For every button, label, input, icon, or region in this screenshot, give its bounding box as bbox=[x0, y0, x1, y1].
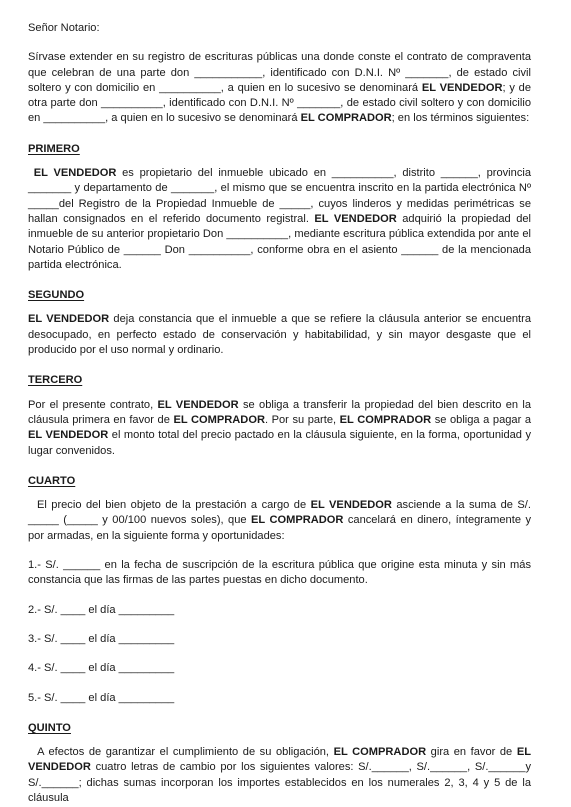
cuarto-text-1: El precio del bien objeto de la prestación a cargo de bbox=[36, 499, 311, 512]
party-seller-label: EL VENDEDOR bbox=[421, 81, 503, 94]
party-buyer-label: EL COMPRADOR bbox=[251, 514, 344, 527]
party-buyer-label: EL COMPRADOR bbox=[300, 112, 392, 125]
clause-quinto-text bbox=[28, 745, 531, 806]
party-seller-label: EL VENDEDOR bbox=[28, 746, 531, 774]
clause-heading-cuarto: CUARTO bbox=[28, 474, 76, 487]
salutation: Señor Notario: bbox=[28, 22, 100, 34]
clause-heading-tercero: TERCERO bbox=[28, 374, 83, 387]
primero-text-1: es propietario del inmueble ubicado en __________, distrito ______, provincia _______ y departamento de _______, el mismo que se encuentra inscrito en la partida electrónica Nº _____del Registro de la Propiedad Inmueble de _____, cuyos linderos y medidas perimétricas se hallan consignados en el referido documento registral. bbox=[28, 167, 532, 225]
clause-primero-text bbox=[28, 166, 531, 273]
clause-segundo-text bbox=[28, 312, 531, 358]
payment-item-3: 3.- S/. ____ el día _________ bbox=[28, 632, 175, 645]
clause-heading-quinto: QUINTO bbox=[28, 721, 71, 734]
primero-text-2: adquirió la propiedad del inmueble de su anterior propietario Don __________, mediante escritura pública extendida por ante el Notario Público de ______ Don __________, conforme obra en el asiento ______ de la mencionada partida electrónica. bbox=[28, 212, 532, 271]
tercero-text-5: el monto total del precio pactado en la cláusula siguiente, en la forma, oportunidad y lugar convenidos. bbox=[28, 429, 531, 457]
clause-heading-segundo: SEGUNDO bbox=[28, 289, 85, 302]
tercero-text-2: se obliga a transferir la propiedad del bien descrito en la cláusula primera en favor de bbox=[28, 398, 531, 426]
quinto-text-3: cuatro letras de cambio por los siguientes valores: S/.______, S/.______, S/.______y S/.______; dichas sumas incorporan los importes establecidos en los numerales 2, 3, 4 y 5 de la cláusula bbox=[28, 761, 531, 804]
clause-cuarto-text bbox=[28, 498, 531, 544]
payment-item-2: 2.- S/. ____ el día _________ bbox=[28, 603, 175, 616]
intro-text-2: ; y de otra parte don __________, identificado con D.N.I. Nº _______, de estado civil soltero y con domicilio en __________, a quien en lo sucesivo se denominará bbox=[28, 81, 531, 125]
quinto-text-2: gira en favor de bbox=[426, 746, 517, 759]
tercero-text-3: . Por su parte, bbox=[264, 413, 340, 426]
party-seller-label: EL VENDEDOR bbox=[310, 499, 392, 512]
segundo-text-1: deja constancia que el inmueble a que se refiere la cláusula anterior se encuentra desocupado, en perfecto estado de conservación y habitabilidad, y sin mayor desgaste que el producido por el uso normal y ordinario. bbox=[28, 313, 531, 357]
payment-item-5: 5.- S/. ____ el día _________ bbox=[28, 691, 175, 704]
party-seller-label: EL VENDEDOR bbox=[157, 398, 239, 411]
intro-text-3: ; en los términos siguientes: bbox=[391, 112, 530, 125]
payment-item-1: 1.- S/. ______ en la fecha de suscripción de la escritura pública que origine esta minuta y sin más constancia que las firmas de las partes puestas en dicho documento. bbox=[28, 559, 531, 587]
clause-heading-primero: PRIMERO bbox=[28, 142, 80, 155]
clause-tercero-text bbox=[28, 398, 531, 459]
tercero-text-4: se obliga a pagar a bbox=[431, 413, 532, 426]
intro-text-1: Sírvase extender en su registro de escrituras públicas una donde conste el contrato de compraventa que celebran de una parte don ___________, identificado con D.N.I. Nº _______, de estado civil soltero y con domicilio en __________, a quien en lo sucesivo se denominará bbox=[28, 51, 531, 94]
payment-item-4: 4.- S/. ____ el día _________ bbox=[28, 662, 175, 675]
party-buyer-label: EL COMPRADOR bbox=[339, 413, 432, 426]
document-page bbox=[28, 21, 531, 806]
cuarto-text-3: cancelará en dinero, íntegramente y por armadas, en la siguiente forma y oportunidades: bbox=[28, 514, 531, 542]
cuarto-text-2: asciende a la suma de S/. _____ (_____ y 00/100 nuevos soles), que bbox=[28, 499, 531, 527]
tercero-text-1: Por el presente contrato, bbox=[28, 398, 158, 411]
party-buyer-label: EL COMPRADOR bbox=[173, 413, 265, 426]
intro-paragraph bbox=[28, 50, 531, 126]
party-seller-label: EL VENDEDOR bbox=[28, 429, 109, 442]
party-seller-label: EL VENDEDOR bbox=[28, 313, 110, 326]
party-seller-label: EL VENDEDOR bbox=[33, 167, 117, 180]
quinto-text-1: A efectos de garantizar el cumplimiento de su obligación, bbox=[37, 746, 334, 759]
party-seller-label: EL VENDEDOR bbox=[314, 212, 397, 225]
party-buyer-label: EL COMPRADOR bbox=[333, 746, 427, 759]
